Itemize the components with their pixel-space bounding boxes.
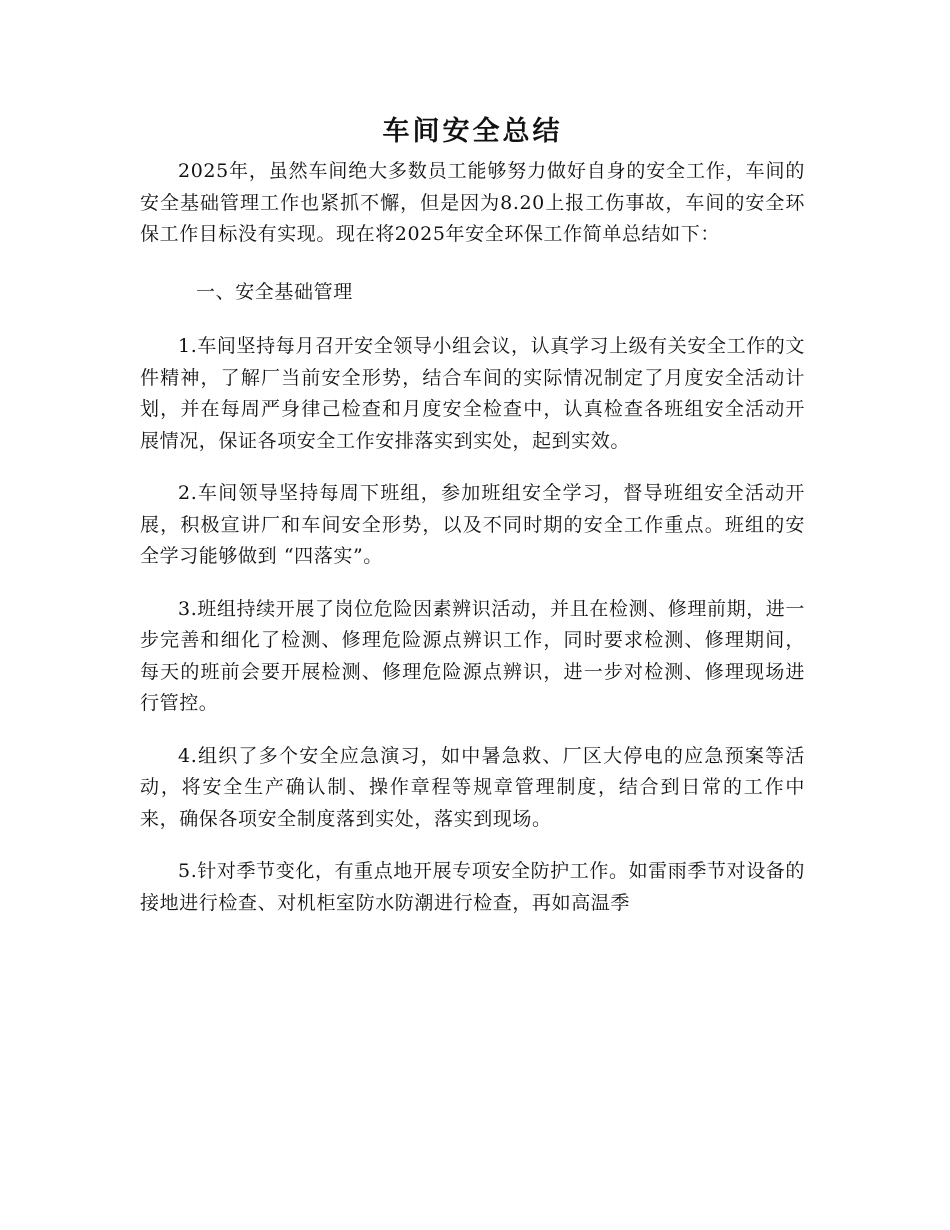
paragraph-item-3: 3.班组持续开展了岗位危险因素辨识活动，并且在检测、修理前期，进一步完善和细化了检测、修理危险源点辨识工作，同时要求检测、修理期间，每天的班前会要开展检测、修理危险源点辨识，进一步对检测、修理现场进行管控。 (140, 597, 805, 714)
document-body (140, 110, 805, 940)
intro-paragraph: 2025年，虽然车间绝大多数员工能够努力做好自身的安全工作，车间的安全基础管理工作也紧抓不懈，但是因为8.20上报工伤事故，车间的安全环保工作目标没有实现。现在将2025年安全环保工作简单总结如下： (140, 160, 805, 245)
section-heading: 一、安全基础管理 (196, 280, 353, 303)
paragraph-item-1: 1.车间坚持每月召开安全领导小组会议，认真学习上级有关安全工作的文件精神，了解厂当前安全形势，结合车间的实际情况制定了月度安全活动计划，并在每周严身律己检查和月度安全检查中，认真检查各班组安全活动开展情况，保证各项安全工作安排落实到实处，起到实效。 (140, 335, 805, 452)
document-title: 车间安全总结 (382, 116, 563, 147)
paragraph-item-4: 4.组织了多个安全应急演习，如中暑急救、厂区大停电的应急预案等活动，将安全生产确认制、操作章程等规章管理制度，结合到日常的工作中来，确保各项安全制度落到实处，落实到现场。 (140, 744, 805, 830)
paragraph-item-5: 5.针对季节变化，有重点地开展专项安全防护工作。如雷雨季节对设备的接地进行检查、对机柜室防水防潮进行检查，再如高温季 (140, 860, 805, 914)
paragraph-item-2: 2.车间领导坚持每周下班组，参加班组安全学习，督导班组安全活动开展，积极宣讲厂和车间安全形势，以及不同时期的安全工作重点。班组的安全学习能够做到 “四落实”。 (140, 482, 805, 567)
